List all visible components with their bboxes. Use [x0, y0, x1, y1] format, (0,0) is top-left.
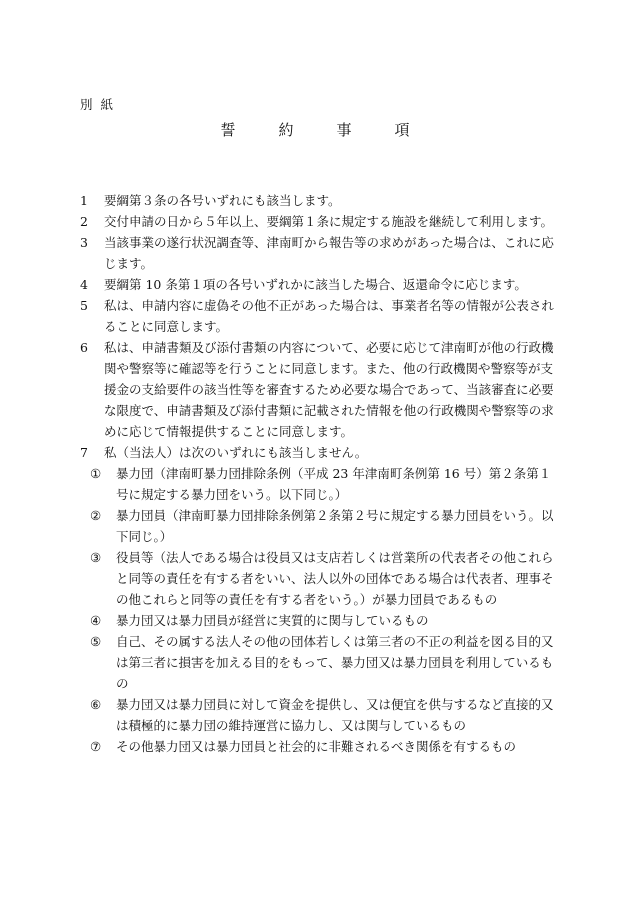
item-text: 私（当法人）は次のいずれにも該当しません。 [104, 445, 368, 460]
item-number: 4 [80, 277, 88, 292]
item-text: 私は、申請内容に虚偽その他不正があった場合は、事業者名等の情報が公表されることに同意します。 [104, 298, 554, 334]
item-text: 要綱第 10 条第１項の各号いずれかに該当した場合、返還命令に応じます。 [104, 277, 527, 292]
item-number: 5 [80, 298, 88, 313]
sub-item-number: ⑥ [90, 697, 102, 712]
sub-list-item [80, 463, 560, 505]
item-number: 3 [80, 235, 88, 250]
item-text: 要綱第３条の各号いずれにも該当します。 [104, 193, 341, 208]
list-item [80, 211, 560, 232]
item-number: 1 [80, 193, 88, 208]
attachment-label: 別紙 [80, 97, 122, 112]
list-item [80, 232, 560, 274]
sub-item-text: 暴力団又は暴力団員が経営に実質的に関与しているもの [116, 613, 429, 628]
sub-item-text: 暴力団員（津南町暴力団排除条例第２条第２号に規定する暴力団員をいう。以下同じ。） [116, 508, 554, 544]
page-title: 誓 約 事 項 [220, 121, 424, 139]
sub-list-item [80, 736, 560, 757]
item-text: 交付申請の日から５年以上、要綱第１条に規定する施設を継続して利用します。 [104, 214, 554, 229]
sub-item-number: ⑤ [90, 634, 102, 649]
sub-list-item [80, 631, 560, 694]
item-text: 私は、申請書類及び添付書類の内容について、必要に応じて津南町が他の行政機関や警察等に確認等を行うことに同意します。また、他の行政機関や警察等が支援金の支給要件の該当性等を審査するため必要な場合であって、当該審査に必要な限度で、申請書類及び添付書類に記載された情報を他の行政機関や警察等の求めに応じて情報提供することに同意します。 [104, 340, 554, 439]
sub-item-number: ① [90, 466, 102, 481]
sub-item-text: 暴力団又は暴力団員に対して資金を提供し、又は便宜を供与するなど直接的又は積極的に暴力団の維持運営に協力し、又は関与しているもの [116, 697, 554, 733]
sub-list-item [80, 610, 560, 631]
item-number: 7 [80, 445, 88, 460]
sub-item-text: その他暴力団又は暴力団員と社会的に非難されるべき関係を有するもの [116, 739, 517, 754]
list-item [80, 190, 560, 211]
list-item [80, 442, 560, 463]
sub-item-text: 自己、その属する法人その他の団体若しくは第三者の不正の利益を図る目的又は第三者に損害を加える目的をもって、暴力団又は暴力団員を利用しているもの [116, 634, 554, 691]
sub-item-number: ③ [90, 550, 102, 565]
sub-item-text: 役員等（法人である場合は役員又は支店若しくは営業所の代表者その他これらと同等の責任を有する者をいい、法人以外の団体である場合は代表者、理事その他これらと同等の責任を有する者をいう。）が暴力団員であるもの [116, 550, 554, 607]
sub-item-number: ④ [90, 613, 102, 628]
sub-list-item [80, 694, 560, 736]
sub-item-text: 暴力団（津南町暴力団排除条例（平成 23 年津南町条例第 16 号）第２条第１号に規定する暴力団をいう。以下同じ。） [116, 466, 552, 502]
sub-list-item [80, 505, 560, 547]
item-number: 6 [80, 340, 88, 355]
pledge-list [80, 190, 560, 757]
list-item [80, 274, 560, 295]
item-text: 当該事業の遂行状況調査等、津南町から報告等の求めがあった場合は、これに応じます。 [104, 235, 554, 271]
sub-item-number: ⑦ [90, 739, 102, 754]
sub-item-number: ② [90, 508, 102, 523]
sub-list-item [80, 547, 560, 610]
list-item [80, 337, 560, 442]
item-number: 2 [80, 214, 88, 229]
list-item [80, 295, 560, 337]
